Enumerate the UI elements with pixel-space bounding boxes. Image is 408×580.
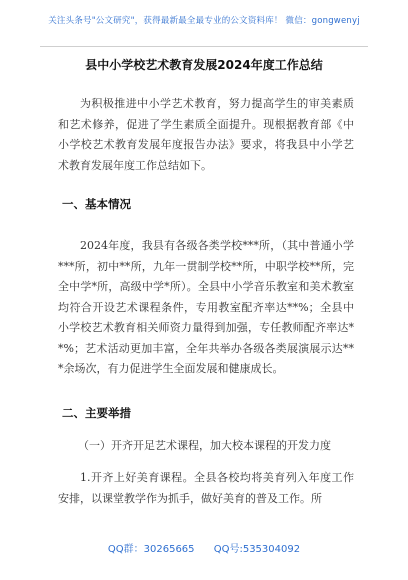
section2-heading: 二、主要举措 xyxy=(62,406,131,420)
section2-subheading-1: （一）开齐开足艺术课程，加大校本课程的开发力度 xyxy=(78,439,331,452)
footer-qq-group: QQ群：30265665 xyxy=(107,544,195,555)
section1-heading: 一、基本情况 xyxy=(62,197,131,211)
intro-paragraph: 为积极推进中小学艺术教育，努力提高学生的审美素质和艺术修养，促进了学生素质全面提升。现根据教育部《中小学校艺术教育发展年度报告办法》要求，将我县中小学艺术教育发展年度工作总结如下。 xyxy=(58,97,354,172)
section2-item-1: 1.开齐上好美育课程。全县各校均将美育列入年度工作安排，以课堂教学作为抓手，做好美育的普及工作。所 xyxy=(58,471,354,505)
footer-contact xyxy=(0,540,408,555)
document-title: 县中小学校艺术教育发展2024年度工作总结 xyxy=(85,58,323,72)
section1-body: 2024年度，我县有各级各类学校***所，（其中普通小学***所，初中**所，九年一贯制学校**所，中职学校**所，完全中学*所，高级中学*所）。全县中小学音乐教室和美术教室均符合开设艺术课程条件，专用教室配齐率达**%；全县中小学校艺术教育相关师资力量得到加强，专任教师配齐率达**%；艺术活动更加丰富，全年共举办各级各类展演展示达***余场次，有力促进学生全面发展和健康成长。 xyxy=(58,239,354,375)
footer-qq-number: QQ号:535304092 xyxy=(213,544,301,555)
header-promo-note: 关注头条号"公文研究"，获得最新最全最专业的公文资料库！ 微信：gongwenyj xyxy=(48,16,360,26)
header-divider xyxy=(40,46,368,47)
